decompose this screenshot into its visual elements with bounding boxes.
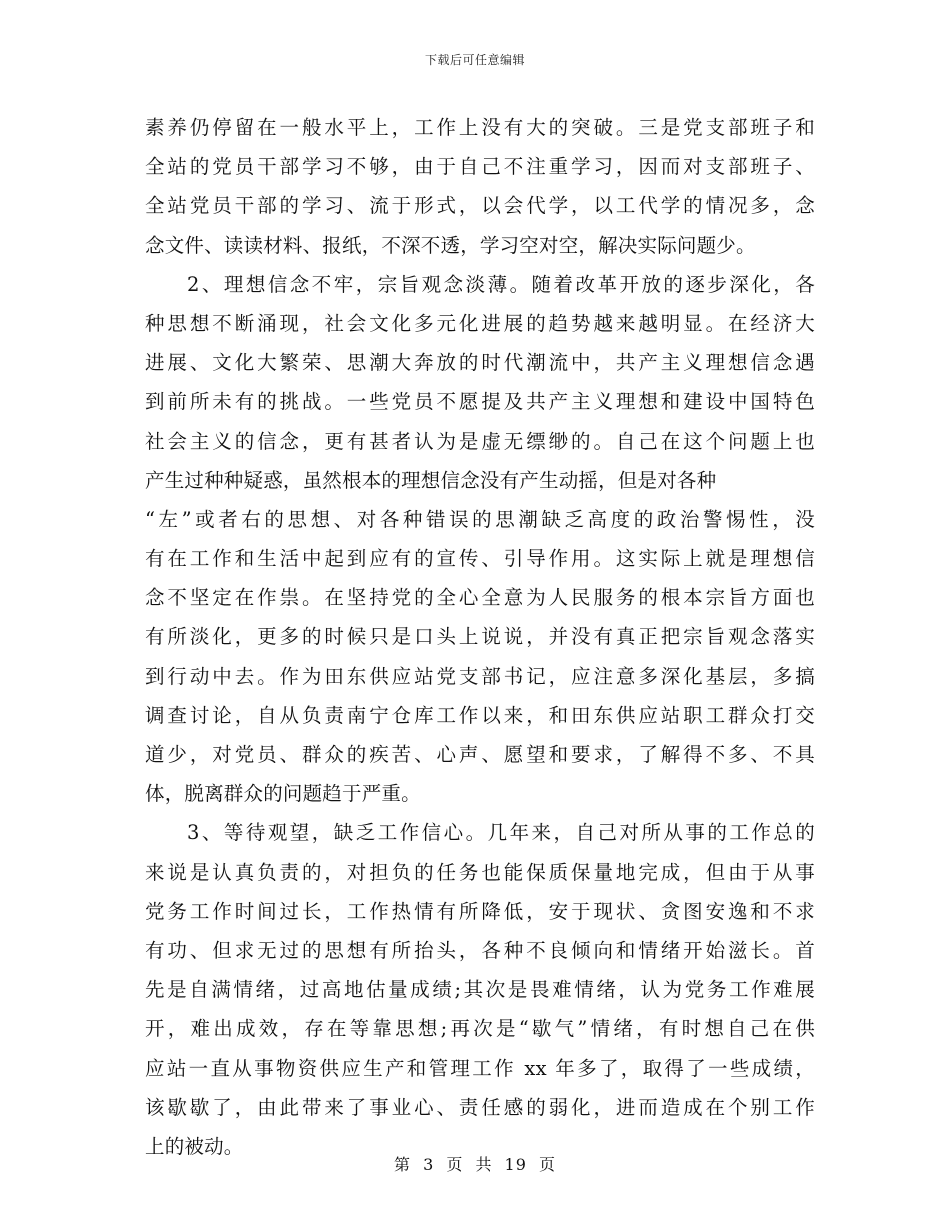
text-line: 念文件、读读材料、报纸，不深不透，学习空对空，解决实际问题少。	[145, 233, 756, 257]
text-line: 有在工作和生活中起到应有的宣传、引导作用。这实际上就是理想信	[145, 547, 815, 571]
text-line: 有所淡化，更多的时候只是口头上说说，并没有真正把宗旨观念落实	[145, 625, 815, 649]
text-line: 先是自满情绪，过高地估量成绩;其次是畏难情绪，认为党务工作难展	[145, 978, 815, 1002]
text-line: 道少，对党员、群众的疾苦、心声、愿望和要求，了解得不多、不具	[145, 743, 815, 766]
text-line: 社会主义的信念，更有甚者认为是虚无缥缈的。自己在这个问题上也	[145, 429, 815, 453]
text-line: 进展、文化大繁荣、思潮大奔放的时代潮流中，共产主义理想信念遇	[145, 351, 815, 375]
text-line: 素养仍停留在一般水平上，工作上没有大的突破。三是党支部班子和	[145, 116, 815, 139]
text-line: 开，难出成效，存在等靠思想;再次是“歇气”情绪，有时想自己在供	[145, 1017, 815, 1041]
text-line: 到前所未有的挑战。一些党员不愿提及共产主义理想和建设中国特色	[145, 390, 815, 414]
text-line: 体，脱离群众的问题趋于严重。	[145, 782, 421, 806]
text-line: 产生过种种疑惑，虽然根本的理想信念没有产生动摇，但是对各种	[145, 468, 717, 492]
text-line: 党务工作时间过长，工作热情有所降低，安于现状、贪图安逸和不求	[145, 899, 815, 923]
text-line: 该歇歇了，由此带来了事业心、责任感的弱化，进而造成在个别工作	[145, 1095, 815, 1119]
text-line: 调查讨论，自从负责南宁仓库工作以来，和田东供应站职工群众打交	[145, 703, 815, 727]
text-line: 有功、但求无过的思想有所抬头，各种不良倾向和情绪开始滋长。首	[145, 938, 815, 962]
text-line: 念不坚定在作祟。在坚持党的全心全意为人民服务的根本宗旨方面也	[145, 586, 815, 610]
text-line: 3、等待观望，缺乏工作信心。几年来，自己对所从事的工作总的	[187, 821, 815, 845]
text-line: 全站的党员干部学习不够，由于自己不注重学习，因而对支部班子、	[145, 155, 815, 179]
text-line: 2、理想信念不牢，宗旨观念淡薄。随着改革开放的逐步深化，各	[187, 272, 815, 296]
text-line: 全站党员干部的学习、流于形式，以会代学，以工代学的情况多，念	[145, 194, 815, 218]
page-footer: 第 3 页 共 19 页	[394, 1155, 556, 1174]
text-line: 到行动中去。作为田东供应站党支部书记，应注意多深化基层，多搞	[145, 664, 815, 688]
text-line: 来说是认真负责的，对担负的任务也能保质保量地完成，但由于从事	[145, 860, 815, 884]
text-line: 上的被动。	[145, 1134, 244, 1158]
text-line: 种思想不断涌现，社会文化多元化进展的趋势越来越明显。在经济大	[145, 311, 815, 335]
page-header: 下载后可任意编辑	[424, 53, 525, 67]
text-line: “左”或者右的思想、对各种错误的思潮缺乏高度的政治警惕性，没	[145, 507, 815, 531]
text-line: 应站一直从事物资供应生产和管理工作 xx 年多了，取得了一些成绩，	[145, 1056, 815, 1080]
document-body	[145, 108, 815, 1166]
